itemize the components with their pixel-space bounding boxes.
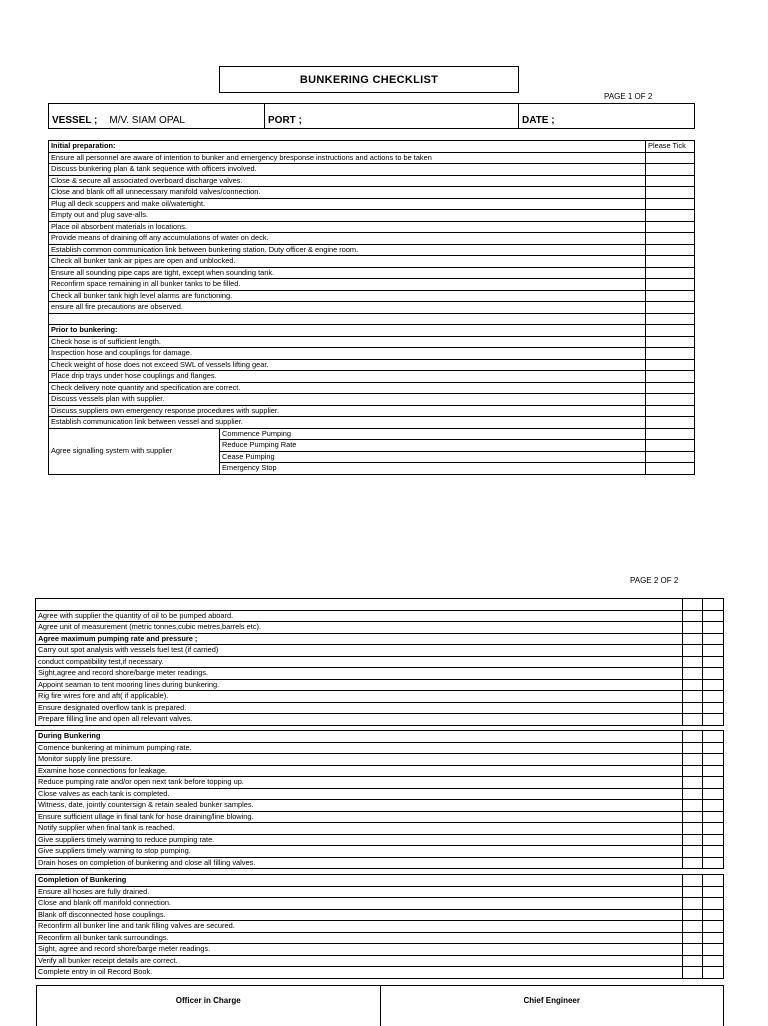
tick-box[interactable] (646, 302, 695, 314)
table-row (36, 846, 724, 858)
tick-box[interactable] (683, 691, 703, 703)
table-row (36, 633, 724, 645)
tick-box[interactable] (683, 955, 703, 967)
checklist-item: Witness, date, jointly countersign & retain sealed bunker samples. (36, 800, 683, 812)
section-header-row (36, 731, 724, 743)
checklist-item: Discuss vessels plan with supplier. (49, 394, 646, 406)
page1-checklist-table (48, 140, 695, 475)
signal-item: Cease Pumping (220, 451, 646, 463)
checklist-item: Place oil absorbent materials in locations. (49, 221, 646, 233)
table-row (36, 754, 724, 766)
tick-box[interactable] (703, 909, 724, 921)
blank-cell (703, 731, 724, 743)
tick-box[interactable] (683, 702, 703, 714)
tick-box[interactable] (646, 313, 695, 325)
tick-box[interactable] (683, 668, 703, 680)
checklist-item: Notify supplier when final tank is reached. (36, 823, 683, 835)
tick-box[interactable] (683, 742, 703, 754)
section-header-row (36, 599, 724, 611)
table-row (49, 428, 695, 440)
checklist-item: Complete entry in oil Record Book. (36, 967, 683, 979)
table-row (36, 967, 724, 979)
tick-box[interactable] (703, 932, 724, 944)
tick-box[interactable] (703, 656, 724, 668)
page-number-1: PAGE 1 OF 2 (604, 92, 653, 101)
table-row (36, 811, 724, 823)
table-row (49, 152, 695, 164)
prior-to-bunkering-heading: Prior to bunkering: (49, 325, 646, 337)
tick-box[interactable] (703, 633, 724, 645)
initial-preparation-heading: Initial preparation: (49, 141, 646, 153)
vessel-value: M/V. SIAM OPAL (109, 115, 185, 126)
tick-box[interactable] (646, 417, 695, 429)
tick-box[interactable] (646, 336, 695, 348)
checklist-item: Ensure designated overflow tank is prepared. (36, 702, 683, 714)
checklist-item: Discuss bunkering plan & tank sequence with officers involved. (49, 164, 646, 176)
checklist-item: Check weight of hose does not exceed SWL of vessels lifting gear. (49, 359, 646, 371)
tick-box[interactable] (703, 823, 724, 835)
table-row (36, 898, 724, 910)
tick-box[interactable] (646, 187, 695, 199)
table-row (36, 955, 724, 967)
checklist-item: Sight,agree and record shore/barge meter readings. (36, 668, 683, 680)
tick-box[interactable] (683, 834, 703, 846)
tick-box[interactable] (703, 967, 724, 979)
tick-box[interactable] (683, 921, 703, 933)
tick-box[interactable] (683, 898, 703, 910)
blank-cell (703, 875, 724, 887)
completion-of-bunkering-heading: Completion of Bunkering (36, 875, 683, 887)
tick-box[interactable] (683, 754, 703, 766)
checklist-item: Check hose is of sufficient length. (49, 336, 646, 348)
checklist-item: Rig fire wires fore and aft( if applicable). (36, 691, 683, 703)
table-row (36, 645, 724, 657)
tick-box[interactable] (703, 714, 724, 726)
checklist-item: Check all bunker tank air pipes are open and unblocked. (49, 256, 646, 268)
checklist-item: Monitor supply line pressure. (36, 754, 683, 766)
tick-box[interactable] (646, 175, 695, 187)
table-row (49, 302, 695, 314)
tick-box[interactable] (703, 777, 724, 789)
tick-box[interactable] (703, 742, 724, 754)
table-row (36, 800, 724, 812)
blank-cell (49, 313, 646, 325)
table-row (49, 175, 695, 187)
tick-box[interactable] (683, 610, 703, 622)
tick-box[interactable] (703, 944, 724, 956)
tick-box[interactable] (683, 932, 703, 944)
checklist-item: Reconfirm space remaining in all bunker tanks to be filled. (49, 279, 646, 291)
checklist-item: Reconfirm all bunker tank surroundings. (36, 932, 683, 944)
table-row (49, 279, 695, 291)
tick-box[interactable] (646, 279, 695, 291)
table-row (36, 777, 724, 789)
tick-box[interactable] (703, 834, 724, 846)
tick-box[interactable] (683, 846, 703, 858)
tick-box[interactable] (646, 405, 695, 417)
table-row (36, 944, 724, 956)
tick-box[interactable] (683, 777, 703, 789)
checklist-item: Give suppliers timely warning to reduce pumping rate. (36, 834, 683, 846)
tick-box[interactable] (703, 622, 724, 634)
tick-box[interactable] (703, 811, 724, 823)
table-row (49, 336, 695, 348)
tick-box[interactable] (683, 765, 703, 777)
officer-in-charge-label: Officer in Charge (37, 986, 381, 1026)
tick-box[interactable] (703, 788, 724, 800)
tick-box[interactable] (646, 221, 695, 233)
signal-item: Commence Pumping (220, 428, 646, 440)
table-row (49, 348, 695, 360)
tick-box[interactable] (703, 857, 724, 869)
date-cell[interactable] (519, 104, 694, 128)
table-row (36, 909, 724, 921)
section-header-row (49, 325, 695, 337)
checklist-item: Ensure sufficient ullage in final tank for hose draining/line blowing. (36, 811, 683, 823)
checklist-item: Place drip trays under hose couplings and flanges. (49, 371, 646, 383)
checklist-item: Examine hose connections for leakage. (36, 765, 683, 777)
checklist-item: Provide means of draining off any accumulations of water on deck. (49, 233, 646, 245)
vessel-header (48, 103, 695, 129)
tick-box[interactable] (703, 679, 724, 691)
table-row (36, 823, 724, 835)
signal-item: Reduce Pumping Rate (220, 440, 646, 452)
table-row (49, 244, 695, 256)
page2-during-table (35, 730, 724, 869)
checklist-title: BUNKERING CHECKLIST (219, 66, 519, 93)
tick-box[interactable] (703, 846, 724, 858)
checklist-item: Check delivery note quantity and specification are correct. (49, 382, 646, 394)
table-row (36, 886, 724, 898)
checklist-item: Carry out spot analysis with vessels fuel test (if carried) (36, 645, 683, 657)
table-row (49, 405, 695, 417)
tick-box[interactable] (703, 668, 724, 680)
tick-box[interactable] (646, 233, 695, 245)
tick-box[interactable] (683, 811, 703, 823)
tick-box[interactable] (646, 440, 695, 452)
tick-box[interactable] (646, 152, 695, 164)
please-tick-heading: Please Tick (646, 141, 695, 153)
checklist-item: Close valves as each tank is completed. (36, 788, 683, 800)
date-label: DATE ; (522, 115, 555, 126)
tick-box[interactable] (703, 610, 724, 622)
table-row (49, 371, 695, 383)
tick-box[interactable] (683, 645, 703, 657)
page-number-2: PAGE 2 OF 2 (630, 576, 679, 585)
signal-item: Emergency Stop (220, 463, 646, 475)
tick-box[interactable] (683, 788, 703, 800)
tick-box[interactable] (683, 633, 703, 645)
tick-box[interactable] (703, 800, 724, 812)
checklist-item: Agree maximum pumping rate and pressure ; (36, 633, 683, 645)
checklist-item: Establish communication link between vessel and supplier. (49, 417, 646, 429)
spacer-row (49, 313, 695, 325)
checklist-item: Reduce pumping rate and/or open next tank before topping up. (36, 777, 683, 789)
tick-box[interactable] (646, 348, 695, 360)
tick-box[interactable] (646, 463, 695, 475)
checklist-item: Ensure all hoses are fully drained. (36, 886, 683, 898)
checklist-item: Inspection hose and couplings for damage. (49, 348, 646, 360)
table-row (36, 921, 724, 933)
checklist-item: Comence bunkering at minimum pumping rate. (36, 742, 683, 754)
tick-box[interactable] (683, 656, 703, 668)
table-row (49, 256, 695, 268)
chief-engineer-label: Chief Engineer (523, 996, 580, 1005)
tick-box[interactable] (683, 714, 703, 726)
checklist-item: Sight, agree and record shore/barge meter readings. (36, 944, 683, 956)
section-header-row (36, 875, 724, 887)
tick-box[interactable] (683, 823, 703, 835)
table-row (36, 714, 724, 726)
checklist-item: Close and blank off manifold connection. (36, 898, 683, 910)
vessel-label: VESSEL ; (52, 115, 98, 126)
tick-box[interactable] (683, 909, 703, 921)
port-label: PORT ; (268, 115, 302, 126)
table-row (36, 691, 724, 703)
checklist-item: conduct compatibility test,if necessary. (36, 656, 683, 668)
checklist-item: Check all bunker tank high level alarms are functioning. (49, 290, 646, 302)
table-row (36, 932, 724, 944)
checklist-item: Plug all deck scuppers and make oil/watertight. (49, 198, 646, 210)
checklist-item: Ensure all personnel are aware of intention to bunker and emergency bresponse instructions and actions to be taken (49, 152, 646, 164)
table-row (36, 679, 724, 691)
checklist-item: Establish common communication link between bunkering station. Duty officer & engine room. (49, 244, 646, 256)
checklist-item: Reconfirm all bunker line and tank filling valves are secured. (36, 921, 683, 933)
table-row (49, 233, 695, 245)
checklist-item: Discuss suppliers own emergency response procedures with supplier. (49, 405, 646, 417)
tick-box[interactable] (703, 921, 724, 933)
table-row (36, 857, 724, 869)
tick-box[interactable] (683, 679, 703, 691)
checklist-item: Drain hoses on completion of bunkering and close all filling valves. (36, 857, 683, 869)
tick-box[interactable] (646, 198, 695, 210)
checklist-item: Verify all bunker receipt details are correct. (36, 955, 683, 967)
tick-box[interactable] (683, 886, 703, 898)
tick-box[interactable] (703, 691, 724, 703)
checklist-item: Close & secure all associated overboard discharge valves. (49, 175, 646, 187)
tick-box[interactable] (646, 210, 695, 222)
tick-box[interactable] (646, 371, 695, 383)
blank-cell (683, 875, 703, 887)
checklist-item: Prepare filling line and open all relevant valves. (36, 714, 683, 726)
table-row (36, 622, 724, 634)
checklist-item: Agree unit of measurement (metric tonnes,cubic metres,barrels etc). (36, 622, 683, 634)
signature-block (36, 985, 724, 1026)
tick-box[interactable] (703, 645, 724, 657)
during-bunkering-heading: During Bunkering (36, 731, 683, 743)
tick-box[interactable] (683, 967, 703, 979)
table-row (36, 765, 724, 777)
tick-box[interactable] (703, 886, 724, 898)
tick-box[interactable] (683, 800, 703, 812)
blank-cell (36, 599, 683, 611)
table-row (49, 221, 695, 233)
table-row (36, 742, 724, 754)
table-row (49, 394, 695, 406)
port-cell[interactable] (265, 104, 519, 128)
table-row (36, 788, 724, 800)
tick-box[interactable] (683, 944, 703, 956)
tick-box[interactable] (703, 754, 724, 766)
signalling-label: Agree signalling system with supplier (49, 428, 220, 474)
tick-box[interactable] (646, 394, 695, 406)
tick-box[interactable] (646, 382, 695, 394)
blank-cell (703, 599, 724, 611)
table-row (36, 610, 724, 622)
blank-cell (646, 325, 695, 337)
table-row (49, 382, 695, 394)
checklist-item: Empty out and plug save-alls. (49, 210, 646, 222)
tick-box[interactable] (646, 244, 695, 256)
tick-box[interactable] (646, 290, 695, 302)
table-row (36, 668, 724, 680)
section-header-row (49, 141, 695, 153)
vessel-cell (49, 104, 265, 128)
checklist-item: Blank off disconnected hose couplings. (36, 909, 683, 921)
tick-box[interactable] (683, 622, 703, 634)
table-row (36, 702, 724, 714)
tick-box[interactable] (646, 256, 695, 268)
tick-box[interactable] (646, 164, 695, 176)
table-row (49, 164, 695, 176)
tick-box[interactable] (646, 451, 695, 463)
checklist-item: Agree with supplier the quantity of oil to be pumped aboard. (36, 610, 683, 622)
table-row (36, 834, 724, 846)
tick-box[interactable] (703, 765, 724, 777)
tick-box[interactable] (703, 898, 724, 910)
tick-box[interactable] (646, 359, 695, 371)
table-row (49, 290, 695, 302)
tick-box[interactable] (646, 267, 695, 279)
table-row (49, 210, 695, 222)
table-row (49, 187, 695, 199)
tick-box[interactable] (703, 955, 724, 967)
checklist-item: Give suppliers timely warning to stop pumping. (36, 846, 683, 858)
table-row (49, 359, 695, 371)
blank-cell (683, 731, 703, 743)
checklist-item: Ensure all sounding pipe caps are tight, except when sounding tank. (49, 267, 646, 279)
page2-agree-table (35, 598, 724, 726)
tick-box[interactable] (703, 702, 724, 714)
tick-box[interactable] (646, 428, 695, 440)
table-row (36, 656, 724, 668)
tick-box[interactable] (683, 857, 703, 869)
table-row (49, 417, 695, 429)
table-row (49, 198, 695, 210)
table-row (49, 267, 695, 279)
checklist-item: Close and blank off all unnecessary manifold valves/connection. (49, 187, 646, 199)
checklist-item: ensure all fire precautions are observed. (49, 302, 646, 314)
blank-cell (683, 599, 703, 611)
page2-completion-table (35, 874, 724, 979)
checklist-item: Appoint seaman to tent mooring lines during bunkering. (36, 679, 683, 691)
